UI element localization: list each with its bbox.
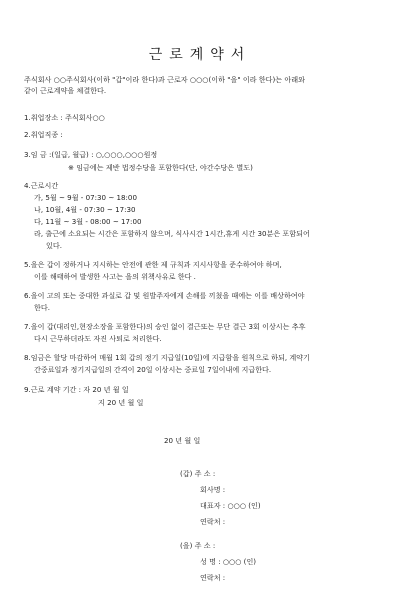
clause-4-item-a: 가, 5월 ~ 9월 - 07:30 ~ 18:00 bbox=[34, 193, 137, 202]
intro-line-1: 주식회사 ○○주식회사(이하 "갑"이라 한다)과 근로자 ○○○(이하 "을" 이라 한다)는 아래와 bbox=[24, 75, 305, 84]
clause-5-line-1: 5.을은 갑이 정하거나 지시하는 안전에 관한 제 규칙과 지시사항을 준수하여야 하며, bbox=[24, 260, 282, 269]
party-a-company: 회사명 : bbox=[200, 485, 226, 494]
intro-line-2: 같이 근로계약을 체결한다. bbox=[24, 86, 107, 95]
clause-6-line-1: 6.을이 고의 또는 중대한 과실로 갑 및 원발주자에게 손해를 끼쳤을 때에는 이를 배상하여야 bbox=[24, 291, 305, 300]
party-b-contact: 연락처 : bbox=[200, 573, 226, 582]
clause-8-line-2: 간중료일과 정기지급일의 간격이 20일 이상시는 중료일 7일이내에 지급한다. bbox=[34, 365, 272, 374]
clause-9-start: 9.근로 계약 기간 : 자 20 년 월 일 bbox=[24, 385, 129, 394]
party-b-address: (을) 주 소 : bbox=[180, 541, 216, 550]
contract-date: 20 년 월 일 bbox=[164, 436, 201, 445]
clause-2: 2.취업직종 : bbox=[24, 130, 63, 139]
party-b-name: 성 명 : ○○○ (인) bbox=[200, 557, 257, 566]
clause-7-line-1: 7.을이 갑(대리인,현장소장을 포함한다)의 승인 없이 결근또는 무단 결근 3회 이상시는 추후 bbox=[24, 322, 306, 331]
clause-4-item-d-line-1: 라, 출근에 소요되는 시간은 포함하지 않으며, 식사시간 1시간,휴게 시간 30분은 포함되어 bbox=[34, 229, 310, 238]
clause-1: 1.취업장소 : 주식회사○○ bbox=[24, 113, 105, 122]
clause-3-wage: 3.임 금 :(일급, 월급) : ○,○○○,○○○원정 bbox=[24, 150, 158, 159]
clause-4-heading: 4.근로시간 bbox=[24, 181, 59, 190]
clause-4-item-c: 다, 11월 ~ 3월 - 08:00 ~ 17:00 bbox=[34, 217, 142, 226]
party-a-ceo: 대표자 : ○○○ (인) bbox=[200, 501, 261, 510]
clause-4-item-d-line-2: 있다. bbox=[46, 241, 62, 250]
clause-8-line-1: 8.임금은 할당 마감하여 매월 1회 갑의 정기 지급일(10일)에 지급함을 원칙으로 하되, 계약기 bbox=[24, 353, 310, 362]
clause-9-end: 지 20 년 월 일 bbox=[98, 398, 144, 407]
clause-4-item-b: 나, 10월, 4월 - 07:30 ~ 17:30 bbox=[34, 205, 136, 214]
clause-6-line-2: 한다. bbox=[34, 303, 50, 312]
party-a-contact: 연락처 : bbox=[200, 517, 226, 526]
clause-3-note: ※ 임금에는 제반 법정수당을 포함한다(단, 야간수당은 별도) bbox=[68, 163, 253, 172]
clause-7-line-2: 다시 근무하더라도 자진 사퇴로 처리한다. bbox=[34, 334, 162, 343]
document-title: 근로계약서 bbox=[148, 47, 252, 63]
clause-5-line-2: 이를 해태하여 발생한 사고는 을의 위책사유로 한다 . bbox=[34, 272, 196, 281]
party-a-address: (갑) 주 소 : bbox=[180, 469, 216, 478]
